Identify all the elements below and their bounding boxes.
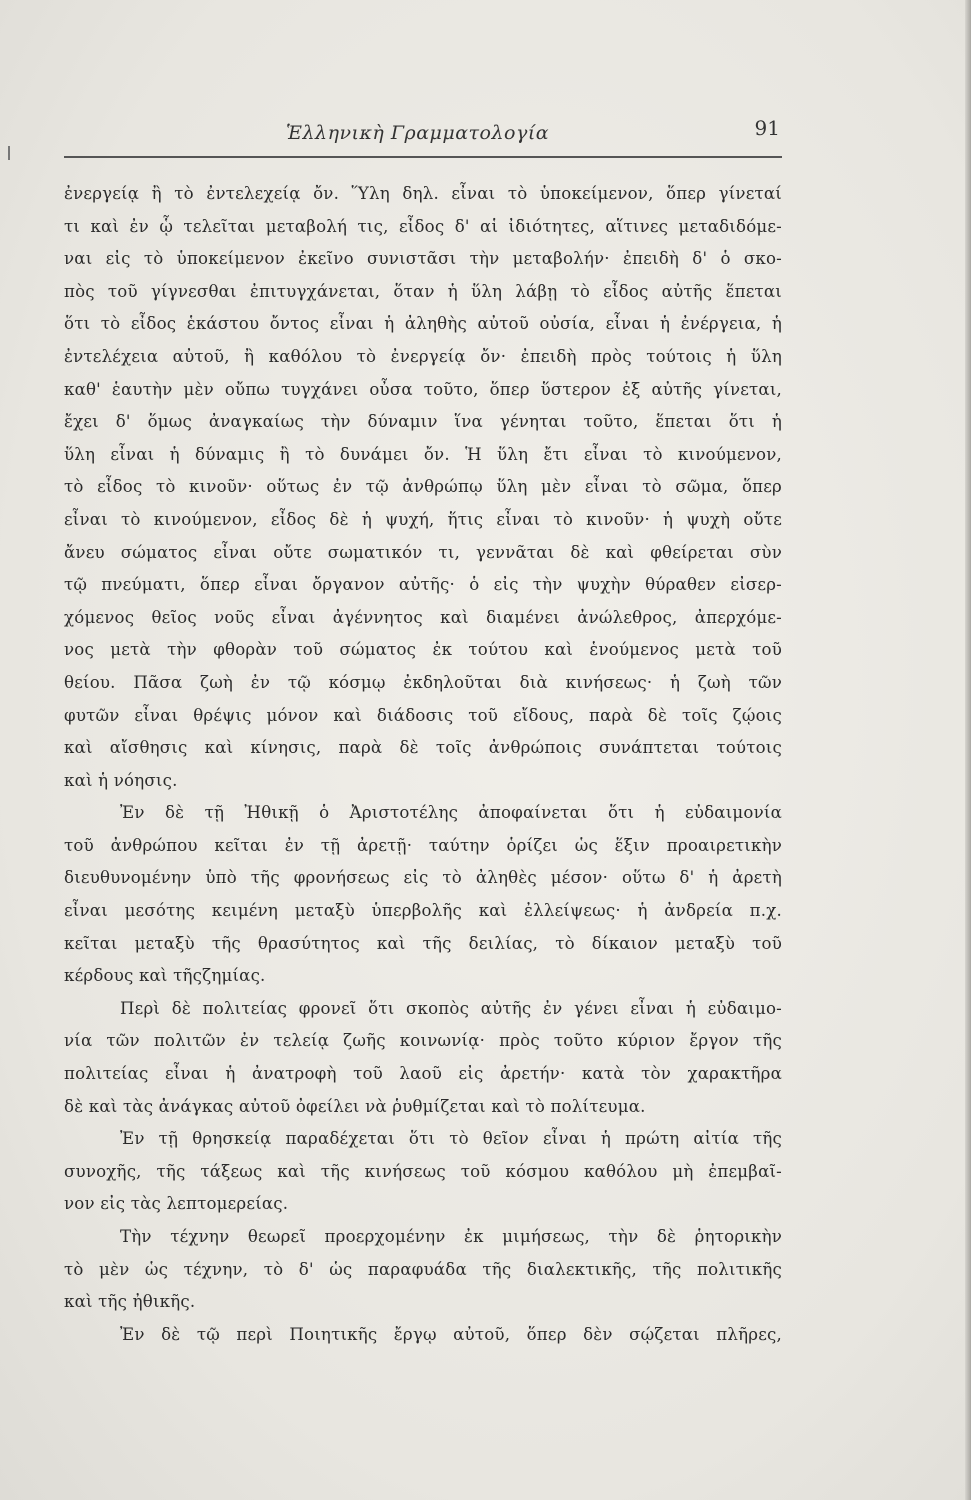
text-line: Ἐν δὲ τῇ Ἠθικῇ ὁ Ἀριστοτέλης ἀποφαίνεται ὅτι ἡ εὐδαιμονία	[120, 803, 782, 823]
text-line: ὅτι τὸ εἶδος ἑκάστου ὄντος εἶναι ἡ ἀληθὴς αὐτοῦ οὐσία, εἶναι ἡ ἐνέργεια, ἡ	[64, 314, 782, 334]
text-line: συνοχῆς, τῆς τάξεως καὶ τῆς κινήσεως τοῦ κόσμου καθόλου μὴ ἐπεμβαῖ-	[64, 1161, 782, 1181]
text-line: τῷ πνεύματι, ὅπερ εἶναι ὄργανον αὐτῆς· ὁ εἰς τὴν ψυχὴν θύραθεν εἰσερ-	[64, 575, 782, 595]
page-number: 91	[754, 116, 780, 140]
header-rule	[64, 156, 782, 158]
text-line: δὲ καὶ τὰς ἀνάγκας αὐτοῦ ὀφείλει νὰ ῥυθμίζεται καὶ τὸ πολίτευμα.	[64, 1096, 646, 1116]
running-title: Ἑλληνικὴ Γραμματολογία	[286, 122, 550, 144]
text-line: Τὴν τέχνην θεωρεῖ προερχομένην ἐκ μιμήσεως, τὴν δὲ ῥητορικὴν	[120, 1227, 782, 1246]
text-line: εἶναι τὸ κινούμενον, εἶδος δὲ ἡ ψυχή, ἥτις εἶναι τὸ κινοῦν· ἡ ψυχὴ οὔτε	[64, 509, 782, 529]
text-line: νία τῶν πολιτῶν ἐν τελείᾳ ζωῆς κοινωνίᾳ· πρὸς τοῦτο κύριον ἔργον τῆς	[64, 1031, 782, 1051]
text-line: πὸς τοῦ γίγνεσθαι ἐπιτυγχάνεται, ὅταν ἡ ὕλη λάβῃ τὸ εἶδος αὐτῆς ἕπεται	[64, 281, 782, 301]
text-line: ἐνεργείᾳ ἢ τὸ ἐντελεχείᾳ ὄν. Ὕλη δηλ. εἶναι τὸ ὑποκείμενον, ὅπερ γίνεταί	[64, 184, 782, 203]
text-line: κέρδους καὶ τῆςζημίας.	[64, 966, 266, 986]
text-line: ναι εἰς τὸ ὑποκείμενον ἐκεῖνο συνιστᾶσι τὴν μεταβολήν· ἐπειδὴ δ' ὁ σκο-	[64, 249, 782, 269]
text-line: κεῖται μεταξὺ τῆς θρασύτητος καὶ τῆς δειλίας, τὸ δίκαιον μεταξὺ τοῦ	[64, 933, 782, 953]
page-edge	[965, 0, 971, 1500]
text-line: καὶ αἴσθησις καὶ κίνησις, παρὰ δὲ τοῖς ἀνθρώποις συνάπτεται τούτοις	[64, 738, 782, 758]
text-line: καθ' ἑαυτὴν μὲν οὔπω τυγχάνει οὖσα τοῦτο, ὅπερ ὕστερον ἐξ αὐτῆς γίνεται,	[64, 379, 782, 399]
text-line: ἐντελέχεια αὐτοῦ, ἢ καθόλου τὸ ἐνεργείᾳ ὄν· ἐπειδὴ πρὸς τούτοις ἡ ὕλη	[64, 346, 782, 366]
text-line: διευθυνομένην ὑπὸ τῆς φρονήσεως εἰς τὸ ἀληθὲς μέσον· οὕτω δ' ἡ ἀρετὴ	[64, 868, 782, 888]
text-line: Περὶ δὲ πολιτείας φρονεῖ ὅτι σκοπὸς αὐτῆς ἐν γένει εἶναι ἡ εὐδαιμο-	[120, 998, 782, 1018]
text-line: χόμενος θεῖος νοῦς εἶναι ἀγέννητος καὶ διαμένει ἀνώλεθρος, ἀπερχόμε-	[64, 607, 782, 627]
text-line: Ἐν τῇ θρησκείᾳ παραδέχεται ὅτι τὸ θεῖον εἶναι ἡ πρώτη αἰτία τῆς	[120, 1129, 782, 1149]
text-line: φυτῶν εἶναι θρέψις μόνον καὶ διάδοσις τοῦ εἴδους, παρὰ δὲ τοῖς ζῴοις	[64, 705, 782, 725]
text-line: τοῦ ἀνθρώπου κεῖται ἐν τῇ ἀρετῇ· ταύτην ὁρίζει ὡς ἕξιν προαιρετικὴν	[64, 835, 782, 855]
text-line: εἶναι μεσότης κειμένη μεταξὺ ὑπερβολῆς καὶ ἐλλείψεως· ἡ ἀνδρεία π.χ.	[64, 901, 782, 921]
text-line: νος μετὰ τὴν φθορὰν τοῦ σώματος ἐκ τούτου καὶ ἑνούμενος μετὰ τοῦ	[64, 640, 782, 660]
text-line: καὶ τῆς ἠθικῆς.	[64, 1292, 196, 1312]
margin-mark	[8, 146, 10, 160]
text-line: τὸ εἶδος τὸ κινοῦν· οὕτως ἐν τῷ ἀνθρώπῳ ὕλη μὲν εἶναι τὸ σῶμα, ὅπερ	[64, 477, 782, 497]
text-line: τὸ μὲν ὡς τέχνην, τὸ δ' ὡς παραφυάδα τῆς διαλεκτικῆς, τῆς πολιτικῆς	[64, 1259, 782, 1279]
text-line: ἄνευ σώματος εἶναι οὔτε σωματικόν τι, γεννᾶται δὲ καὶ φθείρεται σὺν	[64, 542, 782, 562]
text-line: Ἐν δὲ τῷ περὶ Ποιητικῆς ἔργῳ αὐτοῦ, ὅπερ δὲν σῴζεται πλῆρες,	[120, 1324, 782, 1344]
text-line: θείου. Πᾶσα ζωὴ ἐν τῷ κόσμῳ ἐκδηλοῦται διὰ κινήσεως· ἡ ζωὴ τῶν	[64, 672, 782, 692]
text-line: νον εἰς τὰς λεπτομερείας.	[64, 1194, 289, 1214]
text-line: ὕλη εἶναι ἡ δύναμις ἢ τὸ δυνάμει ὄν. Ἡ ὕλη ἔτι εἶναι τὸ κινούμενον,	[64, 444, 782, 464]
text-line: ἔχει δ' ὅμως ἀναγκαίως τὴν δύναμιν ἵνα γένηται τοῦτο, ἕπεται ὅτι ἡ	[64, 412, 782, 432]
text-line: καὶ ἡ νόησις.	[64, 770, 178, 790]
text-line: τι καὶ ἐν ᾧ τελεῖται μεταβολή τις, εἶδος δ' αἱ ἰδιότητες, αἵτινες μεταδιδόμε-	[64, 216, 782, 236]
page-header	[64, 112, 782, 152]
text-line: πολιτείας εἶναι ἡ ἀνατροφὴ τοῦ λαοῦ εἰς ἀρετήν· κατὰ τὸν χαρακτῆρα	[64, 1064, 782, 1084]
body-text	[64, 178, 782, 1351]
